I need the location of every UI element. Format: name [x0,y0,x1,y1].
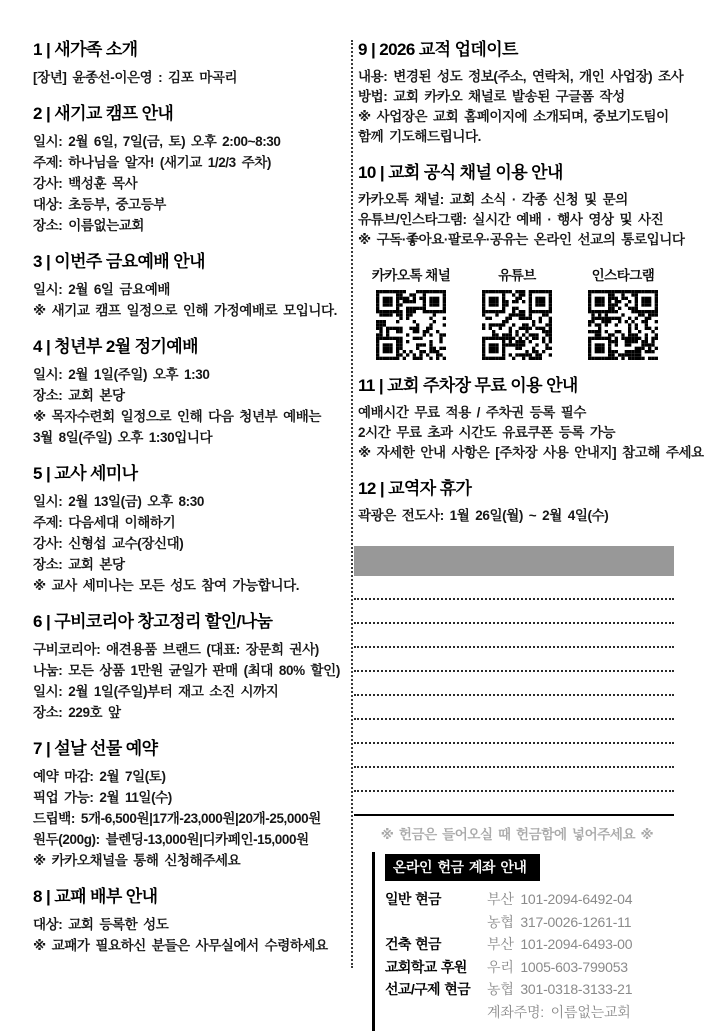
section-title: 11 | 교회 주차장 무료 이용 안내 [358,376,578,395]
section-line: 장소: 229호 앞 [33,705,121,720]
ruled-line [354,648,674,672]
section-line: 내용: 변경된 성도 정보(주소, 연락처, 개인 사업장) 조사 [358,69,684,84]
ruled-line [354,696,674,720]
offering-box-note: ※ 헌금은 들어오실 때 헌금함에 넣어주세요 ※ [380,827,654,842]
section-line: ※ 사업장은 교회 홈페이지에 소개되며, 중보기도팀이 [358,109,669,124]
section-line: 예약 마감: 2월 7일(토) [33,769,166,784]
section-line: 카카오톡 채널: 교회 소식 · 각종 신청 및 문의 [358,192,628,207]
section-line: 곽광은 전도사: 1월 26일(월) ~ 2월 4일(수) [358,508,609,523]
section-line: ※ 카카오채널을 통해 신청해주세요 [33,853,241,868]
section-line: 2시간 무료 초과 시간도 유료쿠폰 등록 가능 [358,425,616,440]
section-line: 장소: 교회 본당 [33,388,125,403]
account-label: 일반 현금 [385,891,441,907]
account-row [385,911,676,934]
section-line: ※ 자세한 안내 사항은 [주차장 사용 안내지] 참고해 주세요 [358,445,704,460]
left-column [33,40,349,972]
ruled-line [354,624,674,648]
ruled-line [354,600,674,624]
account-number: 부산 101-2094-6493-00 [487,936,633,952]
section-records-update [358,40,684,147]
section-line: 주제: 하나님을 알자! (새기교 1/2/3 주차) [33,155,271,170]
section-title: 10 | 교회 공식 채널 이용 안내 [358,163,563,182]
section-line: 함께 기도해드립니다. [358,129,481,144]
qr-cell-kakao [358,266,464,360]
section-line: 예배시간 무료 적용 / 주차권 등록 필수 [358,405,587,420]
section-line: 일시: 2월 1일(주일)부터 재고 소진 시까지 [33,684,279,699]
instagram-qr-code-icon [588,290,658,360]
section-title: 12 | 교역자 휴가 [358,479,472,498]
section-line: 나눔: 모든 상품 1만원 균일가 판매 (최대 80% 할인) [33,663,340,678]
section-title: 4 | 청년부 2월 정기예배 [33,337,198,356]
account-row [385,978,676,1001]
right-column [358,40,704,1031]
section-title: 7 | 설날 선물 예약 [33,739,158,758]
section-line: 유튜브/인스타그램: 실시간 예배 · 행사 영상 및 사진 [358,212,664,227]
section-line: 대상: 교회 등록한 성도 [33,917,169,932]
account-label: 선교/구제 현금 [385,981,471,997]
account-box-title: 온라인 헌금 계좌 안내 [385,854,540,881]
account-row [385,888,676,911]
account-label: 교회학교 후원 [385,958,467,975]
section-church-plaque [33,887,349,956]
section-camp [33,104,349,236]
qr-label: 유튜브 [498,268,536,283]
section-line: ※ 구독·좋아요·팔로우·공유는 온라인 선교의 통로입니다 [358,232,685,247]
section-title: 2 | 새기교 캠프 안내 [33,104,174,123]
section-title: 1 | 새가족 소개 [33,40,138,59]
section-title: 3 | 이번주 금요예배 안내 [33,252,205,271]
qr-cell-youtube [464,266,570,360]
account-number: 농협 317-0026-1261-11 [487,913,632,930]
account-number: 농협 301-0318-3133-21 [487,981,633,997]
section-youth-worship [33,337,349,448]
ruled-line [354,576,674,600]
section-line: ※ 교사 세미나는 모든 성도 참여 가능합니다. [33,578,300,593]
section-line: 3월 8일(주일) 오후 1:30입니다 [33,430,213,445]
section-line: 강사: 신형섭 교수(장신대) [33,536,184,551]
section-line: 방법: 교회 카카오 채널로 발송된 구글폼 작성 [358,89,625,104]
section-line: 일시: 2월 1일(주일) 오후 1:30 [33,367,210,382]
section-line: [장년] 윤종선-이은영 : 김포 마곡리 [33,70,238,85]
section-newfamily [33,40,349,88]
section-friday-worship [33,252,349,321]
section-line: 대상: 초등부, 중고등부 [33,197,166,212]
memo-ruled-lines [354,576,674,816]
section-line: 원두(200g): 블렌딩-13,000원|디카페인-15,000원 [33,832,309,847]
section-teacher-seminar [33,464,349,596]
kakao-channel-qr-code-icon [376,290,446,360]
solid-separator-line [354,792,674,816]
section-line: 일시: 2월 6일 금요예배 [33,282,170,297]
section-line: ※ 새기교 캠프 일정으로 인해 가정예배로 모입니다. [33,303,337,318]
account-number: 우리 1005-603-799053 [487,958,628,975]
section-line: 강사: 백성훈 목사 [33,176,138,191]
qr-label: 인스타그램 [591,268,655,283]
qr-cell-instagram [570,266,676,360]
account-label [385,1001,487,1024]
section-title: 5 | 교사 세미나 [33,464,138,483]
column-divider [351,40,353,968]
section-line: 구비코리아: 애견용품 브랜드 (대표: 장문희 권사) [33,642,319,657]
ruled-line [354,744,674,768]
section-seollal-gift [33,739,349,871]
account-row [385,1001,676,1024]
section-goobie-sale [33,612,349,723]
account-row [385,956,676,979]
qr-code-row [358,266,676,360]
section-line: 주제: 다음세대 이해하기 [33,515,176,530]
account-label [385,911,487,934]
account-number: 부산 101-2094-6492-04 [487,891,633,907]
section-line: ※ 교패가 필요하신 분들은 사무실에서 수령하세요 [33,938,328,953]
online-offering-account-box [372,852,676,1031]
account-row [385,933,676,956]
section-parking [358,376,704,463]
section-title: 8 | 교패 배부 안내 [33,887,158,906]
section-official-channels [358,163,685,250]
ruled-line [354,720,674,744]
ruled-line [354,768,674,792]
section-line: 일시: 2월 13일(금) 오후 8:30 [33,494,204,509]
section-line: 장소: 이름없는교회 [33,218,145,233]
section-line: 드립백: 5개-6,500원|17개-23,000원|20개-25,000원 [33,811,321,826]
section-line: 일시: 2월 6일, 7일(금, 토) 오후 2:00~8:30 [33,134,281,149]
account-label: 건축 현금 [385,936,441,952]
section-title: 6 | 구비코리아 창고정리 할인/나눔 [33,612,273,631]
account-holder-name: 계좌주명: 이름없는교회 [487,1003,631,1020]
section-pastor-vacation [358,479,676,526]
ruled-line [354,672,674,696]
youtube-qr-code-icon [482,290,552,360]
section-line: 픽업 가능: 2월 11일(수) [33,790,172,805]
section-title: 9 | 2026 교적 업데이트 [358,40,518,59]
gray-highlight-bar [354,546,674,576]
qr-label: 카카오톡 채널 [371,268,451,283]
section-line: ※ 목자수련회 일정으로 인해 다음 청년부 예배는 [33,409,322,424]
section-line: 장소: 교회 본당 [33,557,125,572]
